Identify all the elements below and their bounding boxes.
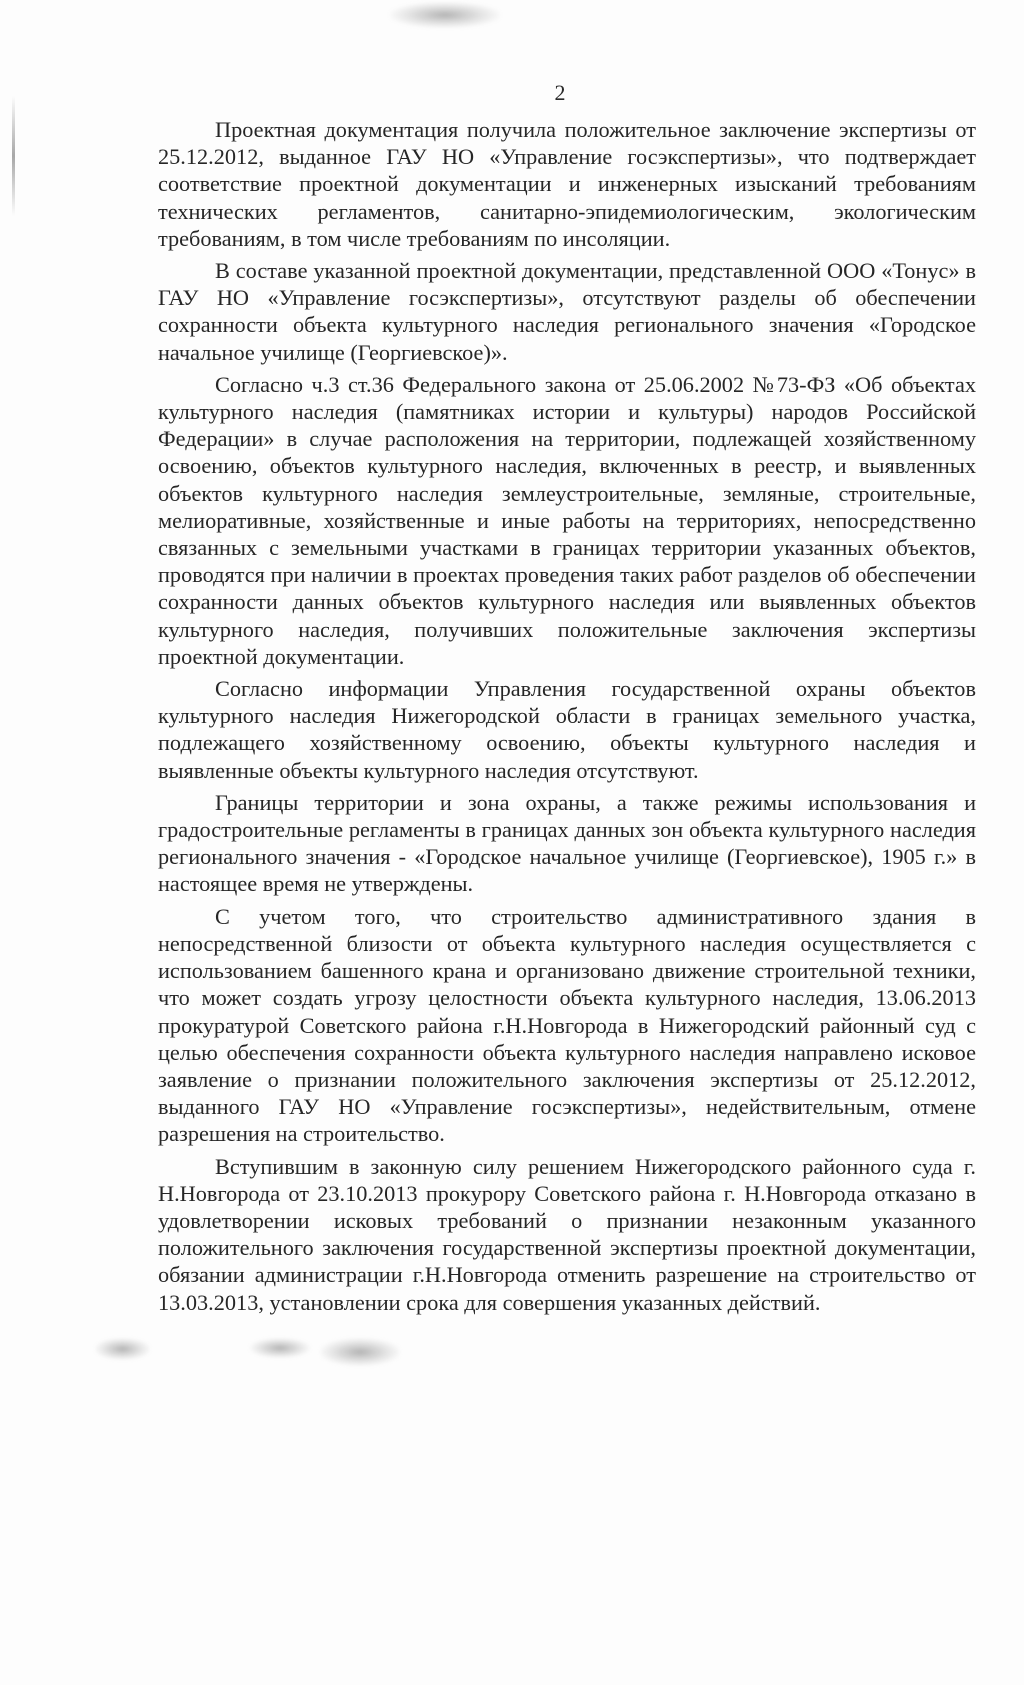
paragraph-boundaries: Границы территории и зона охраны, а также режимы использования и градостроительные регламенты в границах данных зон объекта культурного наследия регионального значения - «Городское начальное училище (Георгиевское), 1905 г.» в настоящее время не утверждены. bbox=[158, 789, 976, 897]
scan-margin-mark bbox=[12, 96, 15, 216]
scan-smudge bbox=[95, 1338, 150, 1360]
scan-smudge bbox=[250, 1338, 310, 1358]
paragraph-lawsuit: С учетом того, что строительство административного здания в непосредственной близости от объекта культурного наследия осуществляется с использованием башенного крана и организовано движение строительной техники, что может создать угрозу целостности объекта культурного наследия, 13.06.2013 прокуратурой Советского района г.Н.Новгорода в Нижегородский районный суд с целью обеспечения сохранности объекта культурного наследия направлено исковое заявление о признании положительного заключения экспертизы от 25.12.2012, выданного ГАУ НО «Управление госэкспертизы», недействительным, отмене разрешения на строительство. bbox=[158, 903, 976, 1147]
document-body bbox=[158, 116, 976, 1321]
paragraph-missing-sections: В составе указанной проектной документации, представленной ООО «Тонус» в ГАУ НО «Управление госэкспертизы», отсутствуют разделы об обеспечении сохранности объекта культурного наследия регионального значения «Городское начальное училище (Георгиевское)». bbox=[158, 258, 976, 365]
scan-smudge bbox=[390, 2, 500, 28]
paragraph-court-decision: Вступившим в законную силу решением Нижегородского районного суда г. Н.Новгорода от 23.10.2013 прокурору Советского района г. Н.Новгорода отказано в удовлетворении исковых требований о признании незаконным указанного положительного заключения государственной экспертизы проектной документации, обязании администрации г.Н.Новгорода отменить разрешение на строительство от 13.03.2013, установлении срока для совершения указанных действий. bbox=[158, 1153, 976, 1315]
paragraph-expertise: Проектная документация получила положительное заключение экспертизы от 25.12.2012, выданное ГАУ НО «Управление госэкспертизы», что подтверждает соответствие проектной документации и инженерных изысканий требованиям технических регламентов, санитарно-эпидемиологическим, экологическим требованиям, в том числе требованиям по инсоляции. bbox=[158, 117, 976, 251]
paragraph-protection-office: Согласно информации Управления государственной охраны объектов культурного наследия Нижегородской области в границах земельного участка, подлежащего хозяйственному освоению, объекты культурного наследия и выявленные объекты культурного наследия отсутствуют. bbox=[158, 676, 976, 783]
scan-smudge bbox=[320, 1338, 400, 1366]
page-number: 2 bbox=[554, 80, 566, 105]
paragraph-federal-law: Согласно ч.3 ст.36 Федерального закона от 25.06.2002 №73-ФЗ «Об объектах культурного наследия (памятниках истории и культуры) народов Российской Федерации» в случае расположения на территории, подлежащей хозяйственному освоению, объектов культурного наследия, включенных в реестр, и выявленных объектов культурного наследия землеустроительные, земляные, строительные, мелиоративные, хозяйственные и иные работы на территориях, непосредственно связанных с земельными участками в границах территории указанных объектов, проводятся при наличии в проектах проведения таких работ разделов об обеспечении сохранности данных объектов культурного наследия или выявленных объектов культурного наследия, получивших положительные заключения экспертизы проектной документации. bbox=[158, 371, 976, 669]
